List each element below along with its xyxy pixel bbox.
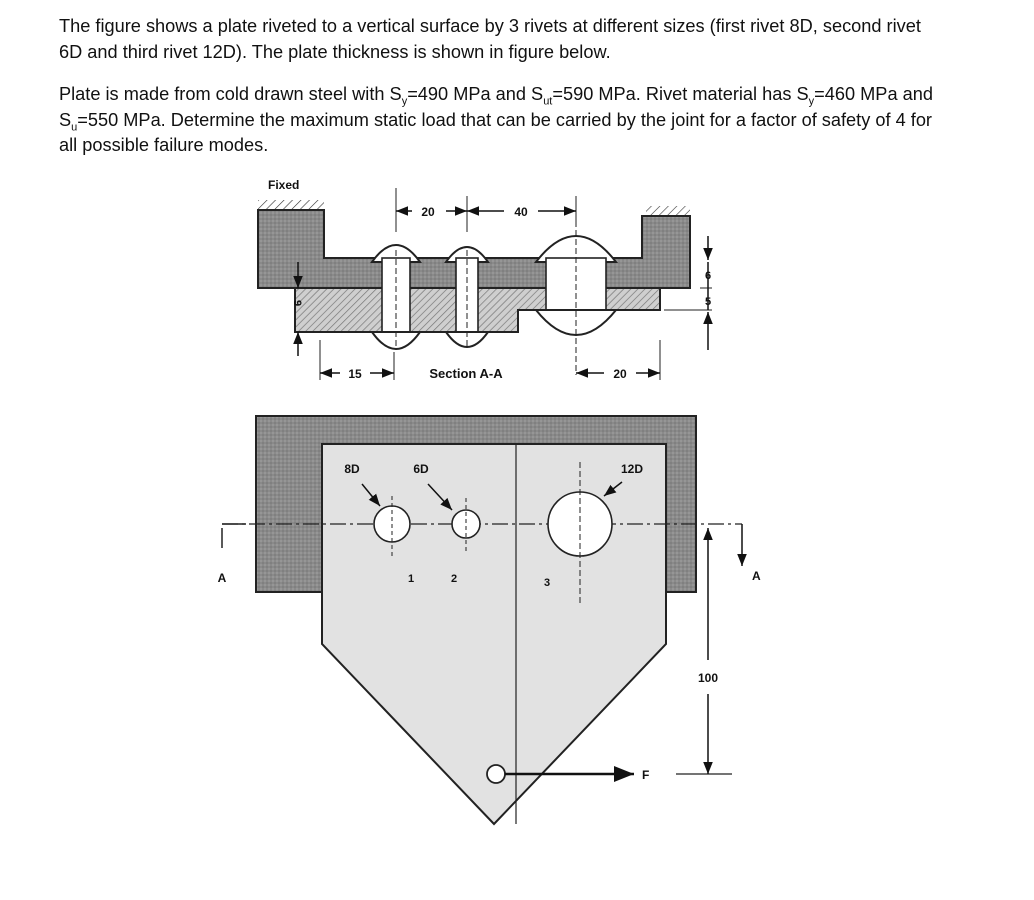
- dim-15: 15: [348, 367, 362, 381]
- section-marker-left: A: [217, 571, 227, 585]
- dim-20-bottom: 20: [613, 367, 627, 381]
- label-rivet-1: 1: [407, 573, 415, 585]
- label-rivet-3: 3: [543, 577, 551, 589]
- dim-20-top: 20: [421, 205, 435, 219]
- dim-9: 9: [291, 299, 303, 307]
- dim-100: 100: [697, 671, 719, 685]
- ground-hatch-right: [646, 206, 690, 216]
- force-label: F: [642, 768, 650, 782]
- label-rivet-2: 2: [450, 573, 458, 585]
- dim-40: 40: [514, 205, 528, 219]
- label-12d: 12D: [620, 462, 644, 476]
- ground-hatch-left: [258, 200, 324, 210]
- plan-view: [218, 416, 761, 824]
- label-8d: 8D: [344, 462, 360, 476]
- label-6d: 6D: [413, 462, 429, 476]
- problem-paragraph-2: Plate is made from cold drawn steel with $S_y=490$ MPa and $S_{ut}=590$ MPa. Rivet material has $S_y=460$ MPa and $S_u=550$ MPa. Determine the maximum static load that can be carried by the joint for a factor of safety of 4 for all possible failure modes.: [59, 84, 933, 155]
- load-pin: [487, 765, 505, 783]
- rivet-joint-figure: [0, 160, 1034, 860]
- rivet-3-section: [536, 212, 616, 375]
- dim-5: 5: [704, 296, 712, 308]
- section-view: [258, 178, 712, 381]
- problem-paragraph-1: The figure shows a plate riveted to a vertical surface by 3 rivets at different sizes (first rivet 8D, second rivet 6D and third rivet 12D). The plate thickness is shown in figure below.: [59, 16, 921, 62]
- dim-6: 6: [704, 270, 712, 282]
- fixed-label: Fixed: [268, 178, 300, 192]
- section-marker-right: A: [752, 569, 761, 583]
- section-label: Section A-A: [429, 366, 503, 381]
